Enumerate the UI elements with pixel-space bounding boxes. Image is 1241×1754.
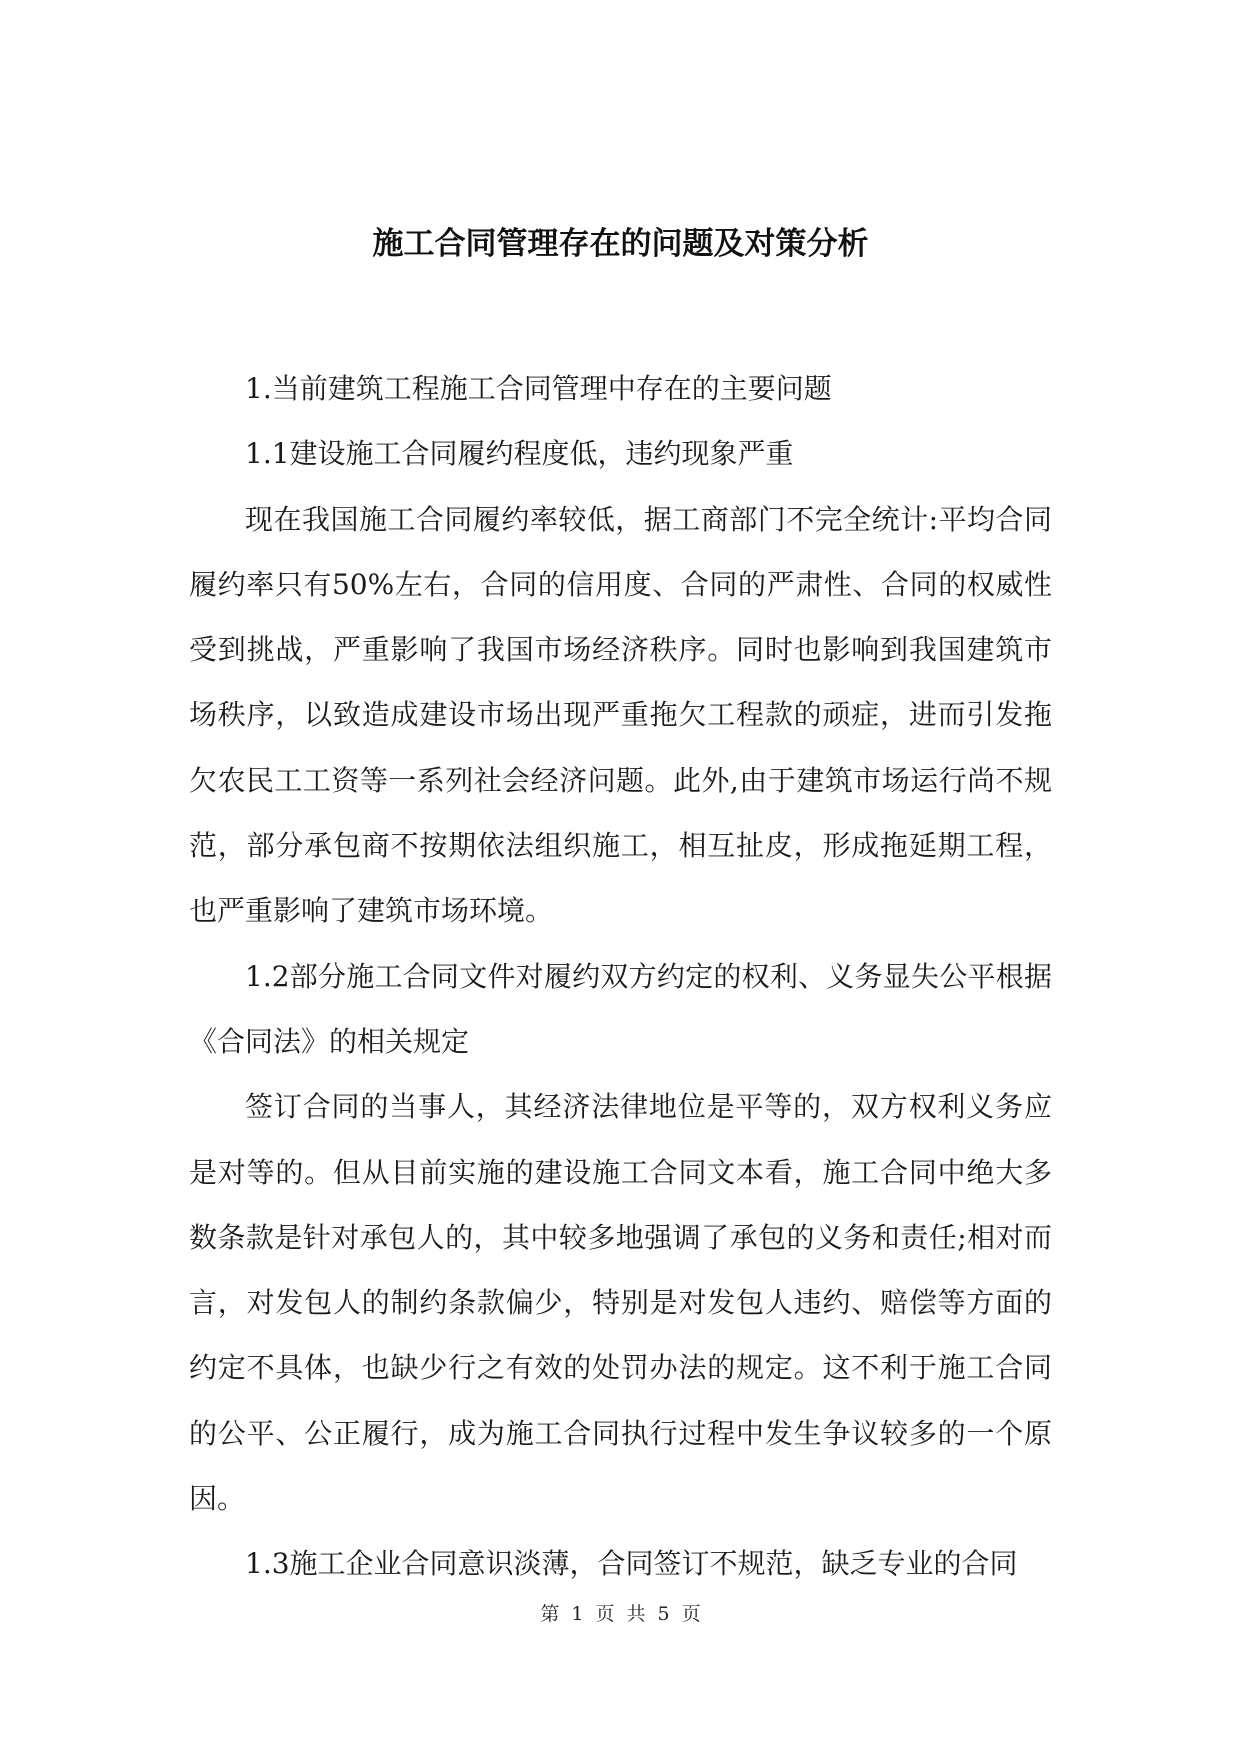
document-title: 施工合同管理存在的问题及对策分析 bbox=[372, 226, 869, 262]
body-paragraph: 签订合同的当事人，其经济法律地位是平等的，双方权利义务应是对等的。但从目前实施的建设施工合同文本看，施工合同中绝大多数条款是针对承包人的，其中较多地强调了承包的义务和责任;相对而言，对发包人的制约条款偏少，特别是对发包人违约、赔偿等方面的约定不具体，也缺少行之有效的处罚办法的规定。这不利于施工合同的公平、公正履行，成为施工合同执行过程中发生争议较多的一个原因。 bbox=[189, 1090, 1052, 1516]
subsection-heading-1-3: 1.3施工企业合同意识淡薄，合同签订不规范，缺乏专业的合同 bbox=[245, 1547, 1018, 1581]
section-heading-1: 1.当前建筑工程施工合同管理中存在的主要问题 bbox=[245, 372, 832, 405]
subsection-heading-1-2: 1.2部分施工合同文件对履约双方约定的权利、义务显失公平根据《合同法》的相关规定 bbox=[189, 959, 1052, 1058]
page-number-footer: 第 1 页 共 5 页 bbox=[540, 1603, 701, 1625]
body-paragraph: 现在我国施工合同履约率较低，据工商部门不完全统计:平均合同履约率只有50%左右，合同的信用度、合同的严肃性、合同的权威性受到挑战，严重影响了我国市场经济秩序。同时也影响到我国建筑市场秩序，以致造成建设市场出现严重拖欠工程款的顽症，进而引发拖欠农民工工资等一系列社会经济问题。此外,由于建筑市场运行尚不规范，部分承包商不按期依法组织施工，相互扯皮，形成拖延期工程，也严重影响了建筑市场环境。 bbox=[189, 502, 1052, 928]
subsection-heading-1-1: 1.1建设施工合同履约程度低，违约现象严重 bbox=[245, 437, 794, 471]
document-body bbox=[189, 356, 1052, 1597]
